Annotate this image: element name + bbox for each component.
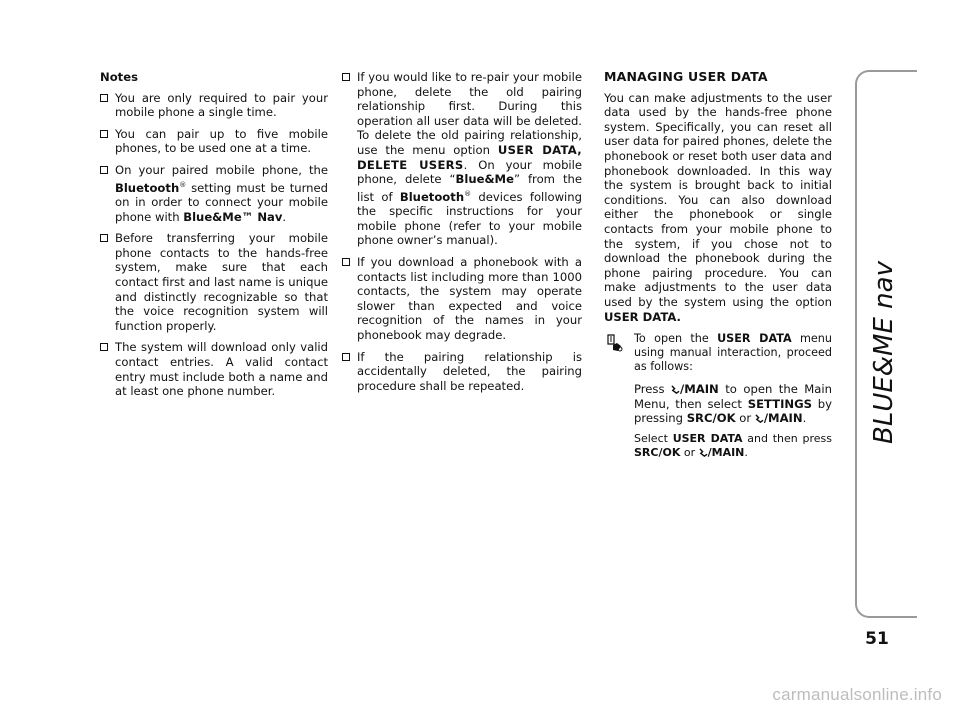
step-select-user-data: Select USER DATA and then press SRC/OK or /MAIN.	[634, 431, 833, 460]
checkbox-bullet-icon	[100, 130, 108, 138]
hand-pointer-icon	[604, 332, 626, 354]
blue-and-me-nav-logo	[862, 246, 910, 446]
list-item: If you would like to re-pair your mobile phone, delete the old pairing relationship first. During this operation all user data will be deleted. To delete the old pairing relationship, use the menu option USER DATA, DELETE USERS. On your mobile phone, delete “Blue&Me” from the list of Bluetooth® devices following the specific instructions for your mobile phone (refer to your mobile phone owner’s manual).	[342, 70, 582, 248]
checkbox-bullet-icon	[342, 258, 350, 266]
list-item: If the pairing relationship is accidentally deleted, the pairing procedure shall be repeated.	[342, 350, 582, 394]
checkbox-bullet-icon	[100, 234, 108, 242]
checkbox-bullet-icon	[100, 343, 108, 351]
checkbox-bullet-icon	[100, 94, 108, 102]
logo-text: BLUE&ME nav	[869, 261, 899, 444]
section-heading: MANAGING USER DATA	[604, 69, 768, 84]
list-item: You are only required to pair your mobile phone a single time.	[100, 91, 328, 120]
intro-paragraph: You can make adjustments to the user data used by the hands-free phone system. Specifically, you can reset all user data for paired phones, delete the phonebook or reset both user data and phonebook downloaded. In this way the system is brought back to initial conditions. You can also download either the phonebook or single contacts from your mobile phone to the system, if you chose not to download the phonebook during the phone pairing procedure. You can make adjustments to the user data used by the system using the option USER DATA.	[604, 90, 832, 324]
column-left	[100, 70, 328, 406]
page-number: 51	[865, 629, 889, 649]
list-item: The system will download only valid contact entries. A valid contact entry must include both a name and at least one phone number.	[100, 340, 328, 398]
phone-key-icon	[671, 385, 680, 394]
checkbox-bullet-icon	[342, 73, 350, 81]
watermark: carmanualsonline.info	[772, 685, 942, 704]
checkbox-bullet-icon	[100, 166, 108, 174]
step-open-main-menu: Press /MAIN to open the Main Menu, then select SETTINGS by pressing SRC/OK or /MAIN.	[634, 382, 832, 426]
phone-key-icon	[755, 414, 764, 423]
phone-key-icon	[699, 448, 708, 457]
checkbox-bullet-icon	[342, 353, 350, 361]
list-item: If you download a phonebook with a contacts list including more than 1000 contacts, the system may operate slower than expected and voice recognition of the names in your phonebook may degrade.	[342, 255, 582, 343]
list-item: On your paired mobile phone, the Bluetooth® setting must be turned on in order to connect your mobile phone with Blue&Me™ Nav.	[100, 163, 328, 224]
notes-heading: Notes	[100, 70, 138, 84]
manual-interaction-note: To open the USER DATA menu using manual interaction, proceed as follows:	[604, 332, 832, 374]
list-item: Before transferring your mobile phone contacts to the hands-free system, make sure that each contact first and last name is unique and distinctly recognizable so that the voice recognition system will function properly.	[100, 231, 328, 333]
list-item: You can pair up to five mobile phones, to be used one at a time.	[100, 127, 328, 156]
column-middle	[342, 70, 582, 400]
column-right	[604, 70, 832, 467]
